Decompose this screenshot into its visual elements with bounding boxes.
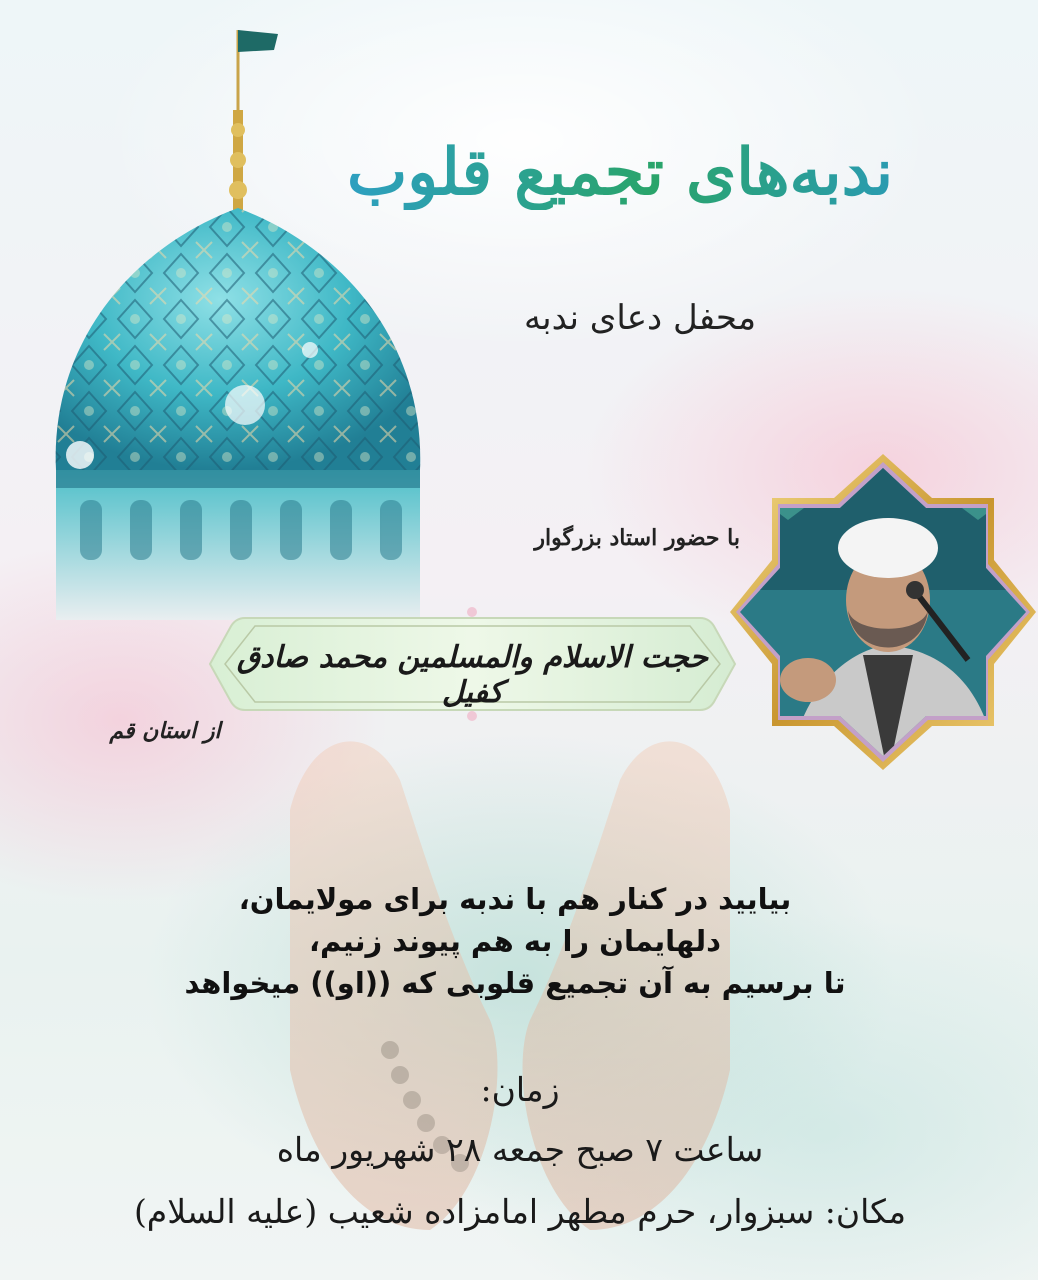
invitation-line-1: بیایید در کنار هم با ندبه برای مولایمان، (238, 882, 792, 916)
invitation-line-3: تا برسیم به آن تجمیع قلوبی که ((او)) میخواهد (184, 966, 846, 1000)
page-title: ندبه‌های تجمیع قلوب (270, 135, 970, 210)
speaker-name: حجت الاسلام والمسلمین محمد صادق کفیل (236, 640, 709, 710)
presence-text: با حضور استاد بزرگوار (534, 525, 740, 551)
page-subtitle: محفل دعای ندبه (523, 298, 757, 338)
province-text: از استان قم (109, 718, 221, 744)
time-value: ساعت ۷ صبح جمعه ۲۸ شهریور ماه (276, 1130, 764, 1169)
time-label: زمان: (480, 1070, 560, 1109)
invitation-text (150, 878, 880, 1004)
shrine-dome-image (20, 20, 460, 660)
place-text: مکان: سبزوار، حرم مطهر امامزاده شعیب (علیه السلام) (133, 1192, 907, 1231)
invitation-line-2: دلهایمان را به هم پیوند زنیم، (309, 924, 721, 958)
speaker-portrait (728, 450, 1038, 775)
